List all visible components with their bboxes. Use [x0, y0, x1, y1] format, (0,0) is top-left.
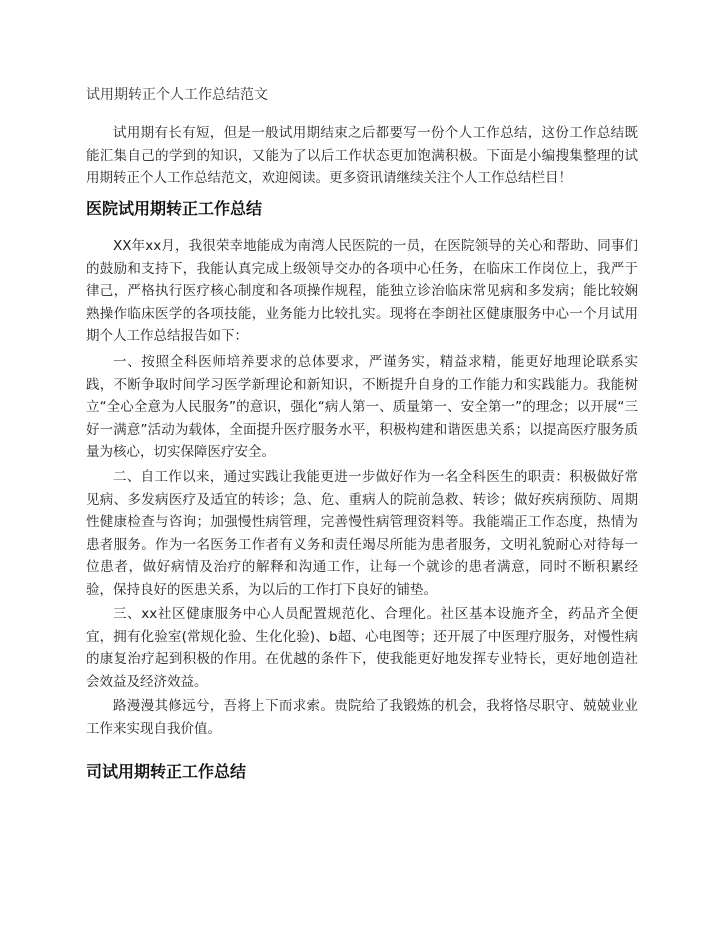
intro-paragraph: 试用期有长有短，但是一般试用期结束之后都要写一份个人工作总结，这份工作总结既能汇集自己的学到的知识，又能为了以后工作状态更加饱满积极。下面是小编搜集整理的试用期转正个人工作总结范文，欢迎阅读。更多资讯请继续关注个人工作总结栏目！ [86, 125, 638, 186]
body-paragraph: 三、xx社区健康服务中心人员配置规范化、合理化。社区基本设施齐全，药品齐全便宜，拥有化验室(常规化验、生化化验)、b超、心电图等；还开展了中医理疗服务，对慢性病的康复治疗起到积极的作用。在优越的条件下，使我能更好地发挥专业特长，更好地创造社会效益及经济效益。 [86, 606, 638, 690]
body-paragraph: 路漫漫其修远兮，吾将上下而求索。贵院给了我锻炼的机会，我将恪尽职守、兢兢业业工作来实现自我价值。 [86, 698, 638, 737]
section-heading-company: 司试用期转正工作总结 [86, 762, 247, 781]
document-title: 试用期转正个人工作总结范文 [86, 87, 268, 103]
body-paragraph: 一、按照全科医师培养要求的总体要求，严谨务实，精益求精，能更好地理论联系实践，不断争取时间学习医学新理论和新知识，不断提升自身的工作能力和实践能力。我能树立“全心全意为人民服务”的意识，强化“病人第一、质量第一、安全第一”的理念；以开展“三好一满意”活动为载体，全面提升医疗服务水平，积极构建和谐医患关系；以提高医疗服务质量为核心，切实保障医疗安全。 [86, 354, 638, 460]
body-paragraph: 二、自工作以来，通过实践让我能更进一步做好作为一名全科医生的职责：积极做好常见病、多发病医疗及适宜的转诊；急、危、重病人的院前急救、转诊；做好疾病预防、周期性健康检查与咨询；加强慢性病管理，完善慢性病管理资料等。我能端正工作态度，热情为患者服务。作为一名医务工作者有义务和责任竭尽所能为患者服务，文明礼貌耐心对待每一位患者，做好病情及治疗的解释和沟通工作，让每一个就诊的患者满意，同时不断积累经验，保持良好的医患关系，为以后的工作打下良好的铺垫。 [86, 469, 638, 598]
section-heading-hospital: 医院试用期转正工作总结 [86, 199, 263, 218]
body-paragraph: XX年xx月，我很荣幸地能成为南湾人民医院的一员，在医院领导的关心和帮助、同事们的鼓励和支持下，我能认真完成上级领导交办的各项中心任务，在临床工作岗位上，我严于律己，严格执行医疗核心制度和各项操作规程，能独立诊治临床常见病和多发病；能比较娴熟操作临床医学的各项技能，业务能力比较扎实。现将在李朗社区健康服务中心一个月试用期个人工作总结报告如下： [86, 238, 638, 344]
